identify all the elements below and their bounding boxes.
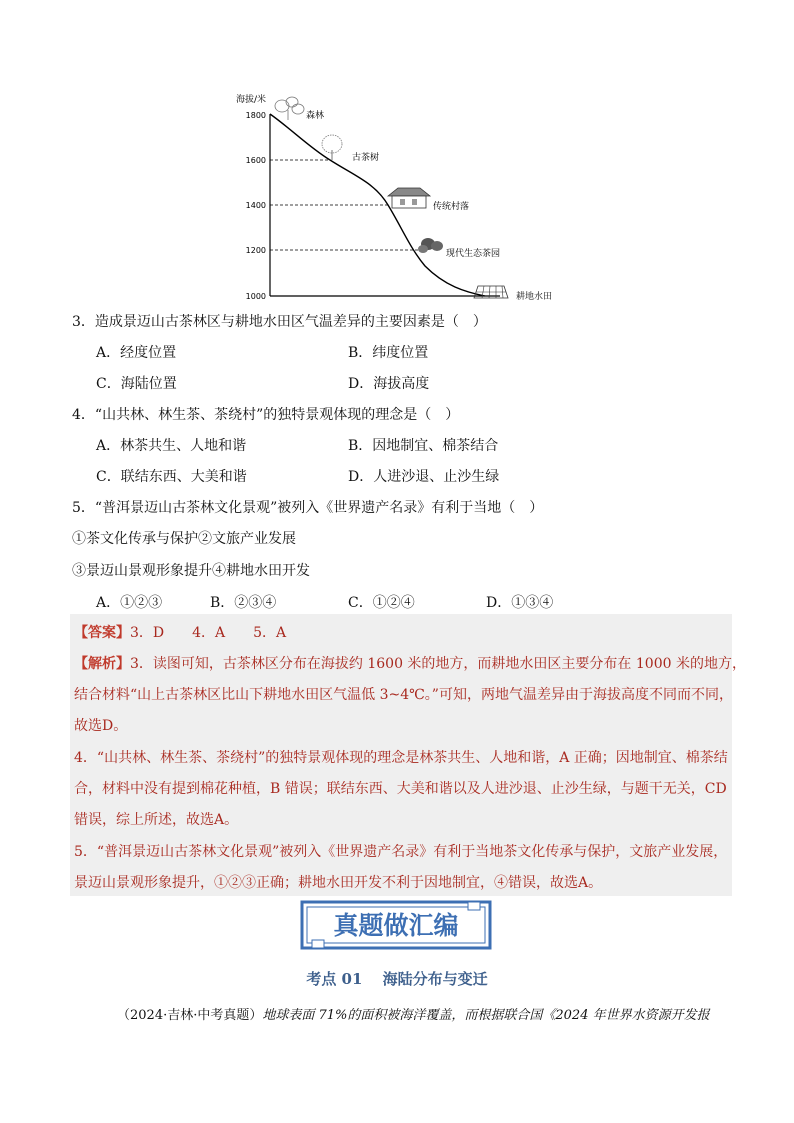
analysis-text: 3．读图可知，古茶林区分布在海拔约 1600 米的地方，而耕地水田区主要分布在 1000 米的地方，	[130, 656, 746, 672]
section-title: 考点 01 海陆分布与变迁	[306, 970, 488, 988]
forest-icon	[275, 97, 304, 120]
q5-statement-1: ①茶文化传承与保护②文旅产业发展	[72, 531, 296, 547]
tick-label: 1800	[245, 111, 266, 120]
q4-option-a: A．林茶共生、人地和谐	[96, 438, 247, 454]
analysis-line-8: 景迈山景观形象提升，①②③正确；耕地水田开发不利于因地制宜，④错误，故选A。	[74, 875, 603, 891]
q4-option-b: B．因地制宜、棉茶结合	[348, 438, 499, 454]
intro-text: 地球表面 71%的面积被海洋覆盖，而根据联合国《2024 年世界水资源开发报	[262, 1008, 710, 1023]
y-axis-label: 海拔/米	[236, 95, 267, 105]
q4-option-c: C．联结东西、大美和谐	[96, 469, 247, 485]
tea-tree-label: 古茶树	[352, 153, 380, 163]
answer-tag: 【答案】	[74, 625, 130, 641]
intro-line	[117, 1004, 710, 1023]
q3-option-c: C．海陆位置	[96, 376, 177, 392]
q5-option-d: D．①③④	[486, 595, 554, 611]
q4-option-d: D．人进沙退、止沙生绿	[348, 469, 500, 485]
tick-label: 1200	[245, 246, 266, 255]
q3-option-a: A．经度位置	[96, 345, 177, 361]
analysis-tag: 【解析】	[74, 656, 130, 672]
q5-option-c: C．①②④	[348, 595, 415, 611]
analysis-line-4: 4．“山共林、林生茶、茶绕村”的独特景观体现的理念是林茶共生、人地和谐，A 正确；因地制宜、棉茶结	[74, 750, 728, 766]
q3-option-b: B．纬度位置	[348, 345, 429, 361]
question-3-stem: 3．造成景迈山古茶林区与耕地水田区气温差异的主要因素是（ ）	[72, 314, 487, 330]
q5-option-b: B．②③④	[210, 595, 277, 611]
intro-source: （2024·吉林·中考真题）	[117, 1008, 263, 1023]
analysis-line-5: 合，材料中没有提到棉花种植，B 错误；联结东西、大美和谐以及人进沙退、止沙生绿，与题干无关，CD	[74, 781, 727, 797]
forest-label: 森林	[306, 111, 325, 121]
section-banner	[300, 900, 492, 950]
analysis-line-3: 故选D。	[74, 718, 128, 734]
analysis-line-1	[74, 653, 746, 673]
tea-garden-label: 现代生态茶园	[446, 249, 501, 259]
banner-title: 真题做汇编	[333, 911, 459, 940]
analysis-line-6: 错误，综上所述，故选A。	[74, 812, 239, 828]
analysis-line-2: 结合材料“山上古茶林区比山下耕地水田区气温低 3~4℃。”可知，两地气温差异由于海拔高度不同而不同，	[74, 687, 733, 703]
q5-option-a: A．①②③	[96, 595, 163, 611]
tick-label: 1600	[245, 156, 266, 165]
q3-option-d: D．海拔高度	[348, 376, 430, 392]
tick-label: 1000	[245, 292, 266, 301]
question-5-stem: 5．“普洱景迈山古茶林文化景观”被列入《世界遗产名录》有利于当地（ ）	[72, 500, 544, 516]
question-4-stem: 4．“山共林、林生茶、茶绕村”的独特景观体现的理念是（ ）	[72, 407, 460, 423]
paddy-label: 耕地水田	[516, 292, 553, 302]
answer-line	[74, 622, 286, 642]
tick-label: 1400	[245, 201, 266, 210]
village-label: 传统村落	[433, 202, 470, 212]
house-icon	[388, 188, 430, 208]
tea-garden-icon	[418, 238, 443, 253]
answer-text: 3．D 4．A 5．A	[130, 625, 287, 641]
analysis-line-7: 5．“普洱景迈山古茶林文化景观”被列入《世界遗产名录》有利于当地茶文化传承与保护，文旅产业发展，	[74, 844, 728, 860]
elevation-profile-figure	[230, 88, 520, 304]
q5-statement-2: ③景迈山景观形象提升④耕地水田开发	[72, 563, 310, 579]
